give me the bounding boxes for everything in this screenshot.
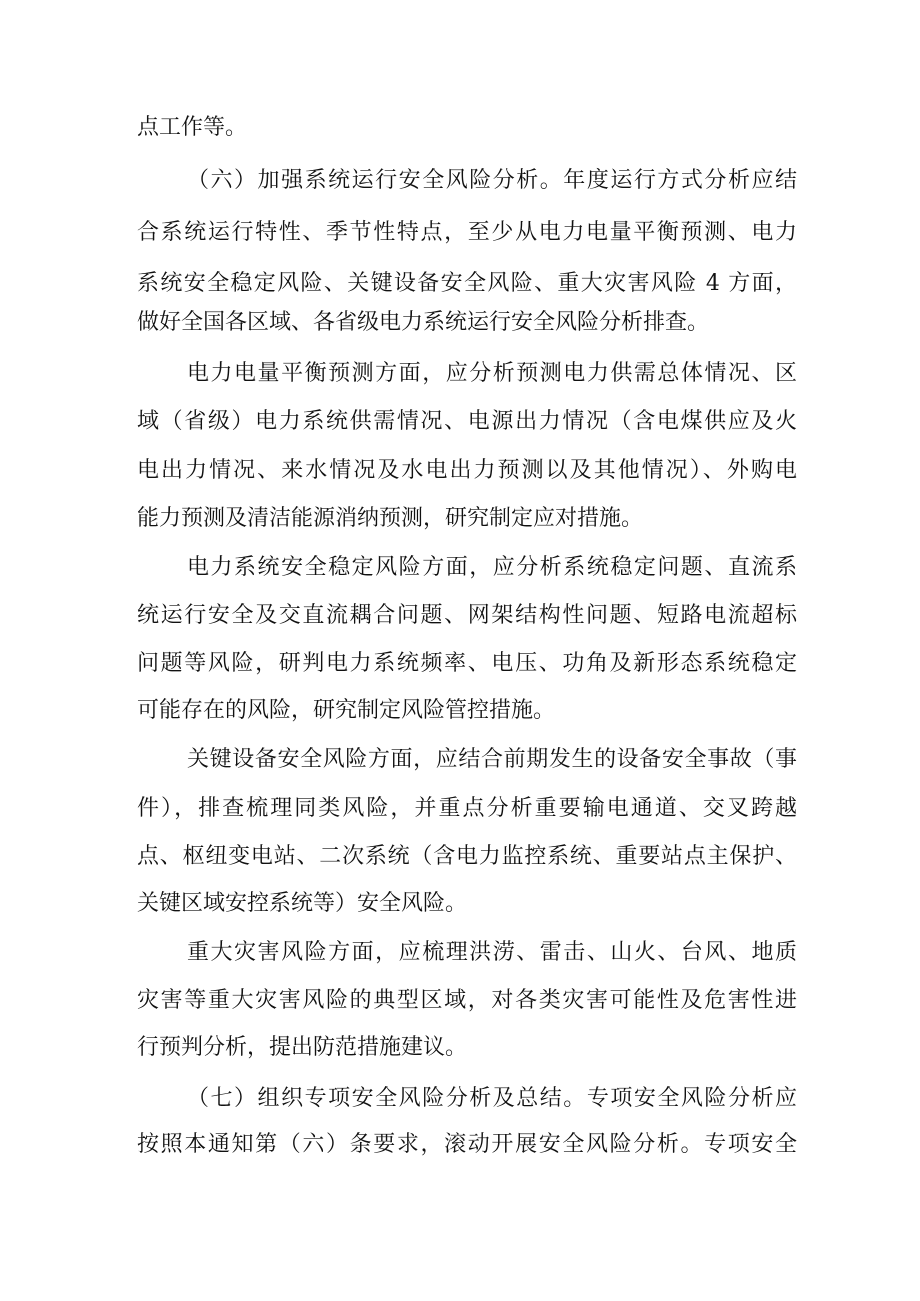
text-line: 做好全国各区域、各省级电力系统运行安全风险分析排查。	[137, 310, 710, 335]
text-line: 能力预测及清洁能源消纳预测，研究制定应对措施。	[137, 506, 644, 531]
text-line: 问题等风险，研判电力系统频率、电压、功角及新形态系统稳定	[137, 651, 797, 676]
text-line: 电力系统安全稳定风险方面，应分析系统稳定问题、直流系	[187, 555, 797, 580]
text-line: 电力电量平衡预测方面，应分析预测电力供需总体情况、区	[187, 361, 797, 386]
text-line: 点、枢纽变电站、二次系统（含电力监控系统、重要站点主保护、	[137, 844, 797, 869]
text-line: 灾害等重大灾害风险的典型区域，对各类灾害可能性及危害性进	[137, 988, 797, 1013]
text-line: 关键区域安控系统等）安全风险。	[137, 891, 468, 916]
text-line: 系统安全稳定风险、关键设备安全风险、重大灾害风险 4 方面，	[137, 271, 797, 296]
text-line: （六）加强系统运行安全风险分析。年度运行方式分析应结	[187, 168, 797, 193]
text-line: 域（省级）电力系统供需情况、电源出力情况（含电煤供应及火	[137, 409, 797, 434]
text-line: 关键设备安全风险方面，应结合前期发生的设备安全事故（事	[187, 747, 797, 772]
text-line: 统运行安全及交直流耦合问题、网架结构性问题、短路电流超标	[137, 603, 797, 628]
text-line: 电出力情况、来水情况及水电出力预测以及其他情况）、外购电	[137, 458, 797, 483]
text-line: 按照本通知第（六）条要求，滚动开展安全风险分析。专项安全	[137, 1132, 797, 1157]
text-line: 件），排查梳理同类风险，并重点分析重要输电通道、交叉跨越	[137, 796, 797, 821]
text-line: 行预判分析，提出防范措施建议。	[137, 1035, 468, 1060]
text-line: 可能存在的风险，研究制定风险管控措施。	[137, 698, 556, 723]
text-line: 点工作等。	[137, 115, 248, 140]
text-line: 重大灾害风险方面，应梳理洪涝、雷击、山火、台风、地质	[187, 940, 797, 965]
text-line: 合系统运行特性、季节性特点，至少从电力电量平衡预测、电力	[137, 220, 797, 245]
text-line: （七）组织专项安全风险分析及总结。专项安全风险分析应	[187, 1086, 797, 1111]
